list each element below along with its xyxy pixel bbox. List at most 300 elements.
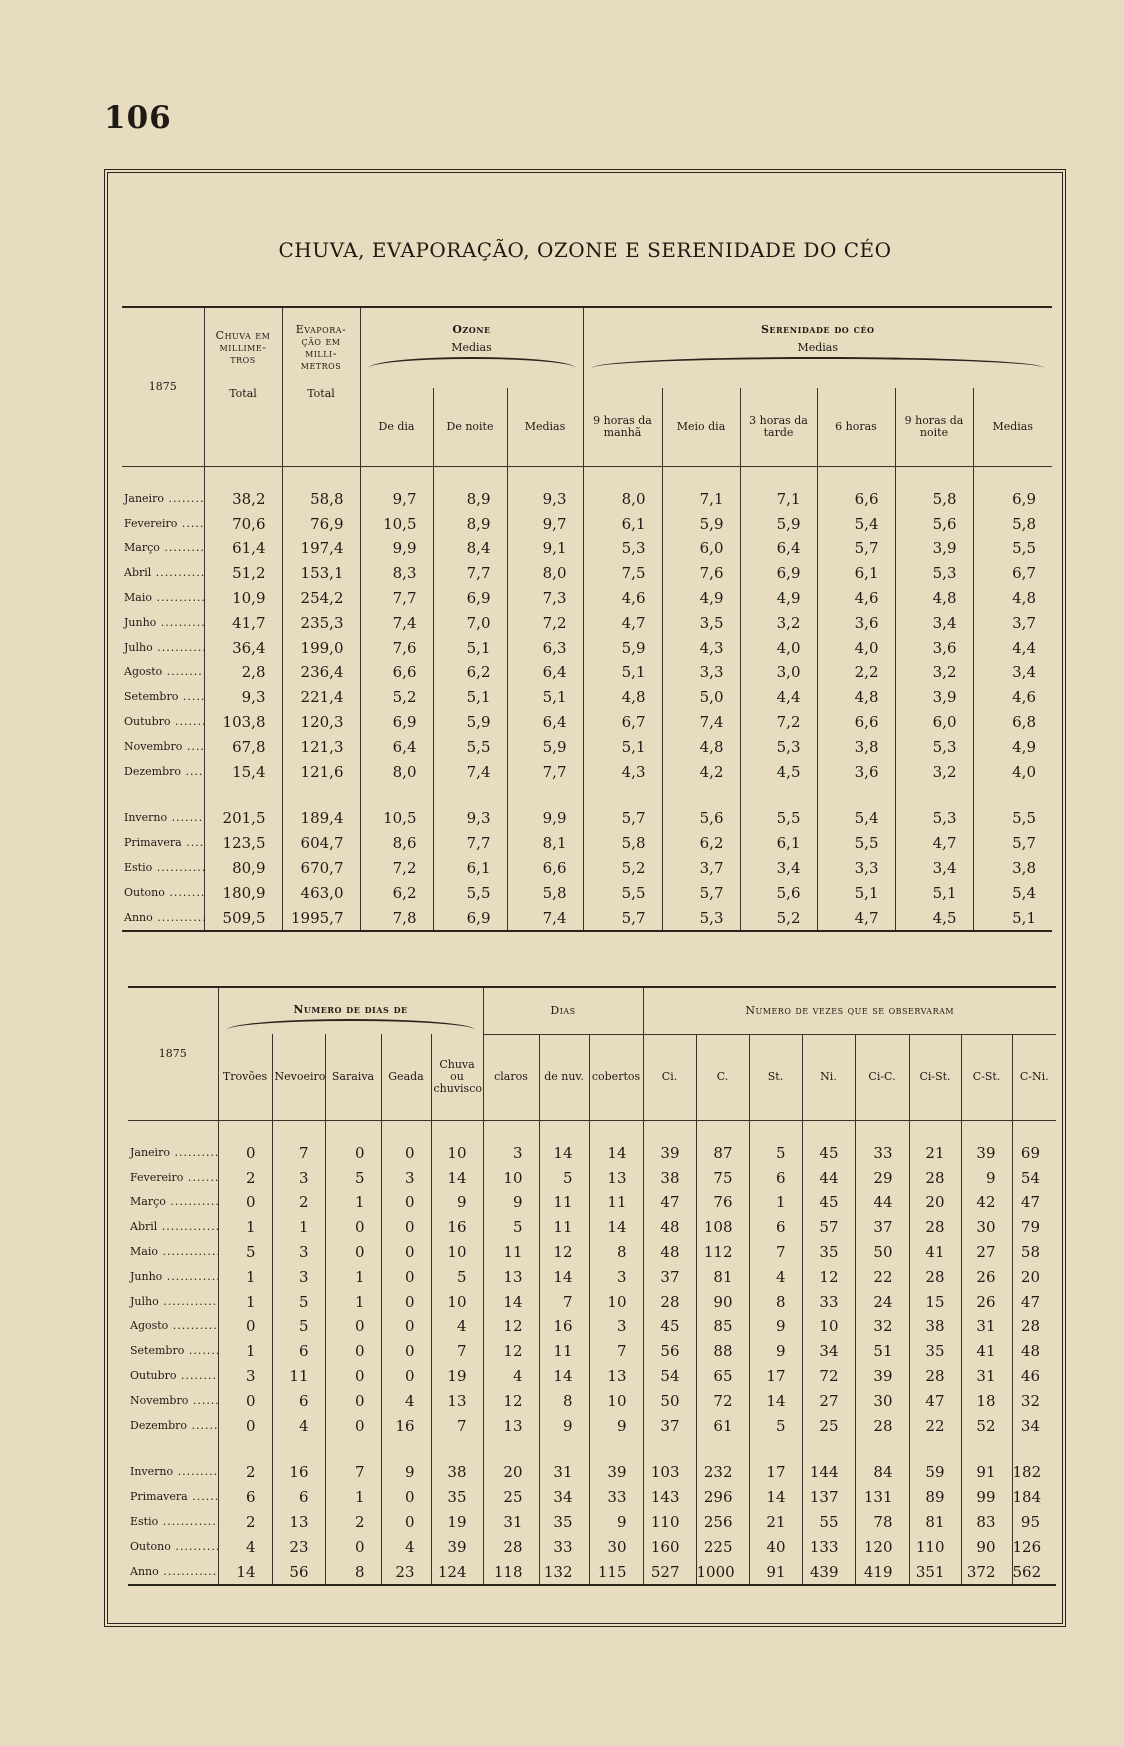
table-cell: 47 [643,1190,696,1215]
table-cell: 121,3 [282,734,360,759]
table-cell: 20 [909,1190,961,1215]
table-cell: 37 [855,1215,909,1240]
table-cell: 23 [272,1534,325,1559]
table-cell: 4,0 [740,635,817,660]
table-cell: 3,0 [740,660,817,685]
table-cell: 52 [961,1413,1012,1438]
table-cell: 184 [1012,1485,1056,1510]
table-cell: 5,9 [433,710,507,735]
table-cell: 76,9 [282,511,360,536]
row-label: Dezembro ..... [122,759,204,784]
header-chuva-total: Total [204,388,282,466]
table-cell: 2 [218,1165,272,1190]
table-cell: 1 [218,1339,272,1364]
table-cell: 20 [1012,1264,1056,1289]
table-cell: 13 [589,1364,643,1389]
header-ozone-medias: Medias [451,341,492,354]
table-cell: 0 [381,1190,431,1215]
table-cell: 3,9 [895,685,973,710]
table-cell: 0 [325,1240,381,1265]
row-label: Setembro ..... [122,685,204,710]
table-cell: 47 [909,1388,961,1413]
table-cell: 69 [1012,1141,1056,1166]
table-cell: 236,4 [282,660,360,685]
table-cell: 0 [218,1190,272,1215]
table-cell: 256 [696,1510,749,1535]
table-cell: 9 [589,1413,643,1438]
table-cell: 40 [749,1534,802,1559]
table-cell: 509,5 [204,905,282,930]
table-row [128,1240,1056,1265]
table-cell: 235,3 [282,610,360,635]
table-cell: 419 [855,1559,909,1584]
table-cell: 5,3 [895,806,973,831]
numero-dias-brace [227,1019,475,1030]
row-label: Janeiro ..... [122,487,204,512]
table-cell: 23 [381,1559,431,1584]
table-cell: 4 [272,1413,325,1438]
table-cell: 4,5 [895,905,973,930]
table-cell: 28 [855,1413,909,1438]
column-header: 9 horas da noite [895,388,973,466]
table-cell: 6 [272,1485,325,1510]
table-cell: 26 [961,1289,1012,1314]
table-cell: 57 [802,1215,855,1240]
table-cell: 7 [749,1240,802,1265]
table-cell: 14 [539,1141,589,1166]
table-cell: 3,2 [895,660,973,685]
row-label: Maio ..... [122,586,204,611]
table-cell: 296 [696,1485,749,1510]
table-cell: 6,1 [583,511,662,536]
table-cell: 87 [696,1141,749,1166]
table-row [128,1141,1056,1166]
table-cell: 189,4 [282,806,360,831]
table-cell: 5,9 [507,734,583,759]
table-cell: 5,3 [583,536,662,561]
table-row [128,1460,1056,1485]
column-header: Ni. [802,1034,855,1120]
table-cell: 6,7 [973,561,1052,586]
table-cell: 4,8 [662,734,740,759]
table-cell: 372 [961,1559,1012,1584]
table-cell: 0 [381,1289,431,1314]
table-cell: 3 [272,1264,325,1289]
table-cell: 7,7 [507,759,583,784]
table-cell: 5,8 [583,831,662,856]
table-cell: 5,8 [507,880,583,905]
header-ozone-group [360,308,583,388]
column-header: De dia [360,388,433,466]
table-cell: 7,4 [360,610,433,635]
table-cell: 6 [272,1388,325,1413]
table-cell: 3,4 [895,610,973,635]
table-cell: 55 [802,1510,855,1535]
table-cell: 7,7 [360,586,433,611]
table-cell: 11 [272,1364,325,1389]
table-cell: 35 [431,1485,483,1510]
table-cell: 6,2 [360,880,433,905]
table-cell: 61 [696,1413,749,1438]
table-cell: 7,8 [360,905,433,930]
row-label: Anno ..... [128,1559,218,1584]
table-cell: 56 [272,1559,325,1584]
table-cell: 4,9 [662,586,740,611]
table-cell: 5,1 [973,905,1052,930]
table-cell: 110 [909,1534,961,1559]
column-header: De noite [433,388,507,466]
column-header: claros [483,1034,539,1120]
table-cell: 78 [855,1510,909,1535]
table-cell: 8,9 [433,511,507,536]
table-cell: 70,6 [204,511,282,536]
table-cell: 30 [589,1534,643,1559]
table-cell: 48 [1012,1339,1056,1364]
table-cell: 1000 [696,1559,749,1584]
table-cell: 10 [589,1289,643,1314]
table-cell: 14 [749,1485,802,1510]
table-cell: 5,7 [817,536,895,561]
table-cell: 90 [696,1289,749,1314]
table-cell: 5,5 [973,536,1052,561]
table-cell: 4,7 [817,905,895,930]
header-serenidade-medias: Medias [797,341,839,354]
table-cell: 46 [1012,1364,1056,1389]
table-cell: 7,0 [433,610,507,635]
table-cell: 0 [381,1364,431,1389]
table-cell: 47 [1012,1190,1056,1215]
table-cell: 6 [749,1165,802,1190]
table-cell: 8,0 [583,487,662,512]
table-cell: 3,6 [817,759,895,784]
header-ozone: Ozone [452,323,491,336]
table-cell: 6,4 [740,536,817,561]
table-cell: 11 [589,1190,643,1215]
table-cell: 10,5 [360,511,433,536]
table-cell: 0 [381,1314,431,1339]
table-row [128,1485,1056,1510]
table-cell: 0 [218,1388,272,1413]
table-cell: 6,0 [895,710,973,735]
row-label: Agosto ..... [122,660,204,685]
row-label: Julho ..... [122,635,204,660]
table-cell: 58,8 [282,487,360,512]
column-header: Ci-St. [909,1034,961,1120]
table-cell: 4 [483,1364,539,1389]
table-cell: 50 [643,1388,696,1413]
table-cell: 5,1 [433,685,507,710]
table-cell: 13 [483,1264,539,1289]
row-label: Junho ..... [128,1264,218,1289]
table-cell: 8 [589,1240,643,1265]
table-cell: 59 [909,1460,961,1485]
table-cell: 6 [218,1485,272,1510]
table-cell: 14 [589,1215,643,1240]
table-cell: 9 [961,1165,1012,1190]
table-cell: 6,6 [817,710,895,735]
table-cell: 7,6 [662,561,740,586]
table-cell: 5,1 [507,685,583,710]
table-cell: 24 [855,1289,909,1314]
table-cell: 4,6 [973,685,1052,710]
table-cell: 21 [749,1510,802,1535]
table-cell: 2 [218,1460,272,1485]
table-cell: 3 [589,1314,643,1339]
table-cell: 1 [325,1264,381,1289]
table-cell: 5,2 [583,856,662,881]
table-cell: 14 [431,1165,483,1190]
table-cell: 9,3 [204,685,282,710]
table-row [122,710,1052,735]
table-cell: 39 [589,1460,643,1485]
column-header: C-St. [961,1034,1012,1120]
table-cell: 182 [1012,1460,1056,1485]
table-cell: 11 [539,1190,589,1215]
table-row [128,1165,1056,1190]
table-cell: 103 [643,1460,696,1485]
row-label: Estio ..... [122,856,204,881]
table-cell: 1 [218,1264,272,1289]
table-cell: 351 [909,1559,961,1584]
table-cell: 1995,7 [282,905,360,930]
table-cell: 88 [696,1339,749,1364]
table2-body [128,1121,1056,1586]
table-cell: 2,2 [817,660,895,685]
table-cell: 10,5 [360,806,433,831]
table-cell: 48 [643,1215,696,1240]
table-cell: 1 [272,1215,325,1240]
table-cell: 6,1 [433,856,507,881]
table-cell: 38,2 [204,487,282,512]
table-cell: 90 [961,1534,1012,1559]
table-cell: 6,4 [360,734,433,759]
table-cell: 604,7 [282,831,360,856]
table-cell: 14 [483,1289,539,1314]
table-cell: 4,7 [895,831,973,856]
table-cell: 527 [643,1559,696,1584]
table-cell: 16 [272,1460,325,1485]
table-cell: 10,9 [204,586,282,611]
header-chuva: Chuva em millime-tros [204,308,282,388]
table-cell: 115 [589,1559,643,1584]
table-cell: 131 [855,1485,909,1510]
table-cell: 5,8 [973,511,1052,536]
row-label: Primavera ..... [122,831,204,856]
table-cell: 7,2 [740,710,817,735]
table-cell: 51,2 [204,561,282,586]
table-cell: 85 [696,1314,749,1339]
table-cell: 9 [431,1190,483,1215]
table-cell: 8,0 [507,561,583,586]
table-cell: 12 [483,1314,539,1339]
column-header: cobertos [589,1034,643,1120]
table-row [122,685,1052,710]
table-cell: 72 [696,1388,749,1413]
table-cell: 5,5 [433,880,507,905]
table-cell: 38 [909,1314,961,1339]
table-cell: 5,4 [973,880,1052,905]
table-cell: 5,6 [895,511,973,536]
table-cell: 41,7 [204,610,282,635]
table-cell: 254,2 [282,586,360,611]
table-cell: 6,4 [507,710,583,735]
table-cell: 12 [483,1388,539,1413]
ozone-brace [369,357,575,368]
table-cell: 9 [483,1190,539,1215]
header-evap-total: Total [282,388,360,466]
table-cell: 4,8 [895,586,973,611]
table-cell: 439 [802,1559,855,1584]
column-header: Trovões [218,1034,272,1120]
table-cell: 4,7 [583,610,662,635]
table-cell: 9 [381,1460,431,1485]
table-cell: 28 [483,1534,539,1559]
table-cell: 4,3 [583,759,662,784]
table-cell: 84 [855,1460,909,1485]
table-cell: 5,3 [895,734,973,759]
table-cell: 153,1 [282,561,360,586]
table-row [122,660,1052,685]
table-cell: 126 [1012,1534,1056,1559]
table-cell: 5,7 [583,905,662,930]
table-cell: 54 [643,1364,696,1389]
table-row [122,561,1052,586]
row-label: Março ..... [122,536,204,561]
table-cell: 5 [218,1240,272,1265]
table-cell: 5,3 [740,734,817,759]
table-cell: 47 [1012,1289,1056,1314]
table-cell: 4,4 [973,635,1052,660]
table-cell: 144 [802,1460,855,1485]
column-header: 6 horas [817,388,895,466]
column-header: 9 horas da manhã [583,388,662,466]
table-cell: 28 [909,1364,961,1389]
table-cell: 123,5 [204,831,282,856]
table-cell: 12 [539,1240,589,1265]
table-cell: 0 [381,1240,431,1265]
table-cell: 75 [696,1165,749,1190]
table-cell: 2 [325,1510,381,1535]
table-cell: 26 [961,1264,1012,1289]
table-row [128,1413,1056,1438]
table-cell: 5,5 [817,831,895,856]
row-label: Fevereiro ..... [122,511,204,536]
table-cell: 16 [431,1215,483,1240]
table-cell: 5,3 [895,561,973,586]
table-cell: 33 [589,1485,643,1510]
table-cell: 6,1 [817,561,895,586]
table-row [122,831,1052,856]
table-cell: 76 [696,1190,749,1215]
table-cell: 8 [539,1388,589,1413]
table-row [128,1264,1056,1289]
row-label: Inverno ..... [128,1460,218,1485]
table-cell: 5,9 [740,511,817,536]
row-label: Maio ..... [128,1240,218,1265]
table-cell: 5,0 [662,685,740,710]
row-label: Julho ..... [128,1289,218,1314]
table-cell: 39 [643,1141,696,1166]
table-cell: 95 [1012,1510,1056,1535]
table-cell: 4,0 [817,635,895,660]
table-cell: 6,0 [662,536,740,561]
table-cell: 9,1 [507,536,583,561]
table-row [122,487,1052,512]
table-cell: 80,9 [204,856,282,881]
table-cell: 32 [855,1314,909,1339]
row-label: Abril ..... [122,561,204,586]
row-label: Fevereiro ..... [128,1165,218,1190]
row-label: Outubro ..... [128,1364,218,1389]
table-cell: 28 [909,1165,961,1190]
table-cell: 16 [539,1314,589,1339]
table-cell: 35 [539,1510,589,1535]
table-cell: 4,4 [740,685,817,710]
table-cell: 13 [431,1388,483,1413]
table-cell: 6,2 [662,831,740,856]
table-cell: 14 [218,1559,272,1584]
table-cell: 39 [431,1534,483,1559]
table-row [128,1339,1056,1364]
table-cell: 3,9 [895,536,973,561]
table-cell: 9,3 [433,806,507,831]
table-cell: 0 [325,1314,381,1339]
table-row [128,1190,1056,1215]
table-cell: 6 [749,1215,802,1240]
table-cell: 10 [483,1165,539,1190]
table-cell: 103,8 [204,710,282,735]
table-cell: 51 [855,1339,909,1364]
table-cell: 3,7 [662,856,740,881]
table-cell: 4,2 [662,759,740,784]
table-cell: 31 [961,1314,1012,1339]
table-cell: 37 [643,1264,696,1289]
table-cell: 5,1 [433,635,507,660]
table-cell: 5,1 [817,880,895,905]
table-cell: 67,8 [204,734,282,759]
header-numero-dias-group [218,988,483,1034]
column-header: Ci. [643,1034,696,1120]
table-cell: 120 [855,1534,909,1559]
table-cell: 3 [272,1165,325,1190]
column-header: Meio dia [662,388,740,466]
table-cell: 16 [381,1413,431,1438]
table-cell: 6,9 [433,586,507,611]
table-cell: 30 [855,1388,909,1413]
table-row [128,1510,1056,1535]
table-cell: 4,8 [973,586,1052,611]
table-cell: 28 [909,1215,961,1240]
table-cell: 5 [272,1314,325,1339]
table-cell: 10 [802,1314,855,1339]
table-cell: 38 [431,1460,483,1485]
table-row [122,635,1052,660]
row-label: Dezembro ..... [128,1413,218,1438]
table-cell: 5,9 [583,635,662,660]
table-cell: 5,2 [360,685,433,710]
table-cell: 221,4 [282,685,360,710]
row-label: Agosto ..... [128,1314,218,1339]
row-label: Primavera ..... [128,1485,218,1510]
table-cell: 3,6 [817,610,895,635]
table-cell: 1 [749,1190,802,1215]
table-cell: 7,7 [433,561,507,586]
table-row [128,1364,1056,1389]
table-row [122,759,1052,784]
table-cell: 28 [1012,1314,1056,1339]
table-cell: 132 [539,1559,589,1584]
table-cell: 7 [539,1289,589,1314]
